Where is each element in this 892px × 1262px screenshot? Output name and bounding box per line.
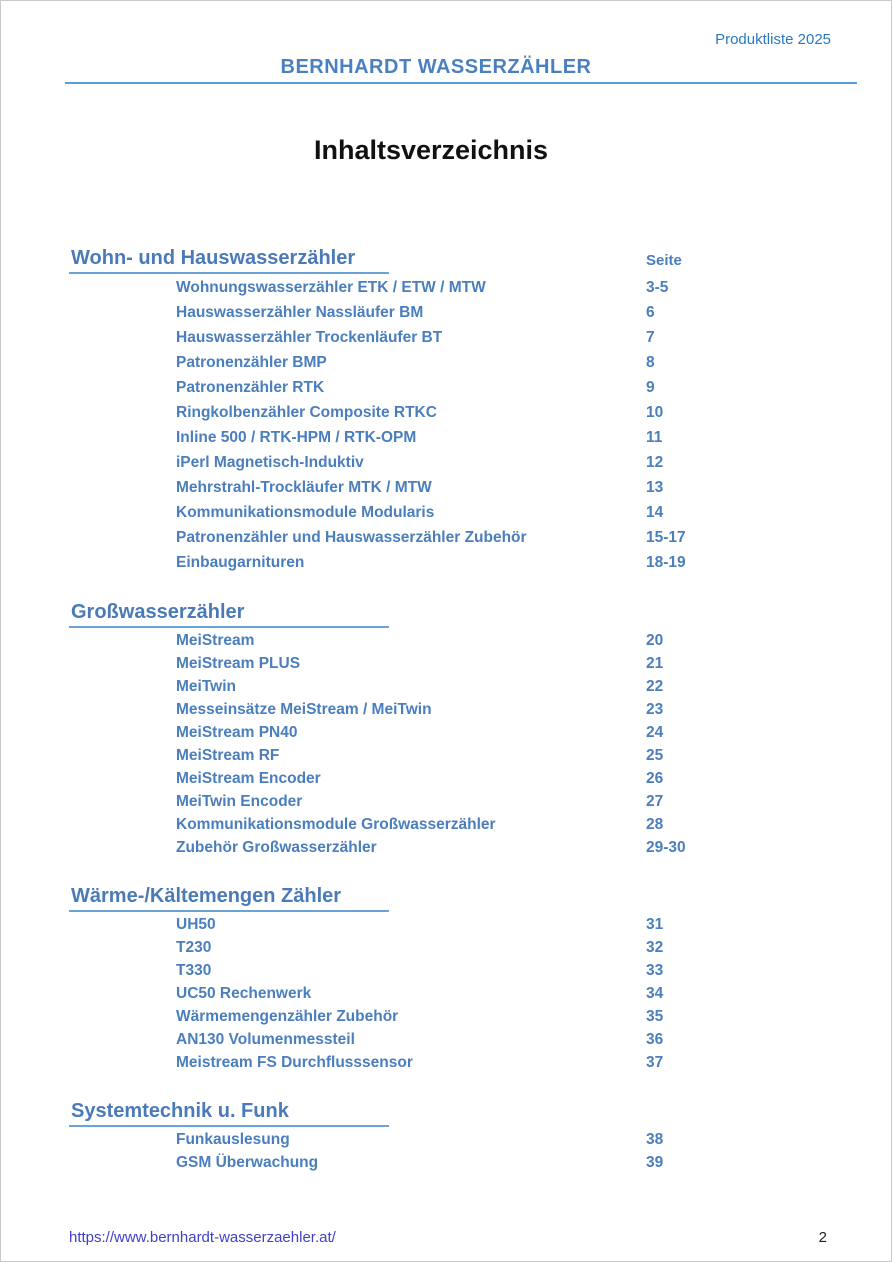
toc-item-label: Wohnungswasserzähler ETK / ETW / MTW: [176, 279, 486, 296]
toc-item-page: 32: [646, 939, 664, 956]
toc-item: [69, 300, 851, 325]
toc-section-title: Großwasserzähler: [69, 601, 389, 628]
toc-section-title: Systemtechnik u. Funk: [69, 1100, 389, 1127]
toc-item: [69, 652, 851, 675]
toc-item-page: 14: [646, 504, 664, 521]
toc-section-rows: [69, 913, 851, 1074]
toc-item-label: Messeinsätze MeiStream / MeiTwin: [176, 701, 432, 718]
toc-item: [69, 475, 851, 500]
toc-item-label: MeiStream Encoder: [176, 770, 321, 787]
toc-item: [69, 836, 851, 859]
toc-item-label: Funkauslesung: [176, 1131, 290, 1148]
toc-item: [69, 1151, 851, 1174]
toc-item-label: UH50: [176, 916, 216, 933]
toc-item-page: 9: [646, 379, 655, 396]
toc-item-page: 35: [646, 1008, 664, 1025]
document-masthead-title: BERNHARDT WASSERZÄHLER: [280, 56, 592, 78]
toc-section-title: Wohn- und Hauswasserzähler: [69, 247, 389, 274]
toc-section-rows: [69, 629, 851, 859]
toc-item-label: iPerl Magnetisch-Induktiv: [176, 454, 364, 471]
toc-item: [69, 1051, 851, 1074]
toc-item: [69, 629, 851, 652]
toc-item-label: Zubehör Großwasserzähler: [176, 839, 377, 856]
toc-item: [69, 1128, 851, 1151]
toc-item: [69, 525, 851, 550]
toc-item-label: Patronenzähler BMP: [176, 354, 327, 371]
toc-item-page: 6: [646, 304, 655, 321]
toc-item-label: AN130 Volumenmessteil: [176, 1031, 355, 1048]
toc-item: [69, 1005, 851, 1028]
toc-section-title: Wärme-/Kältemengen Zähler: [69, 885, 389, 912]
toc-item: [69, 400, 851, 425]
toc-item-page: 18-19: [646, 554, 686, 571]
toc-item: [69, 813, 851, 836]
toc-item-label: MeiStream PLUS: [176, 655, 301, 672]
toc-item-label: T330: [176, 962, 212, 979]
toc-item-page: 38: [646, 1131, 664, 1148]
toc-item-page: 15-17: [646, 529, 686, 546]
toc-section-rows: [69, 1128, 851, 1174]
toc-item-page: 39: [646, 1154, 664, 1171]
toc-item: [69, 913, 851, 936]
toc-item: [69, 675, 851, 698]
toc-item: [69, 982, 851, 1005]
footer-url-link[interactable]: https://www.bernhardt-wasserzaehler.at/: [69, 1229, 336, 1246]
toc-item-label: MeiTwin: [176, 678, 236, 695]
toc-item-label: GSM Überwachung: [176, 1154, 319, 1171]
toc-item: [69, 1028, 851, 1051]
toc-item-page: 7: [646, 329, 655, 346]
toc-item-page: 3-5: [646, 279, 669, 296]
toc-item-page: 12: [646, 454, 664, 471]
toc-item: [69, 500, 851, 525]
header-rule: [65, 82, 857, 84]
toc-item-page: 33: [646, 962, 664, 979]
toc-item-label: T230: [176, 939, 212, 956]
toc-item-label: MeiStream: [176, 632, 255, 649]
toc-item-page: 21: [646, 655, 664, 672]
toc-item-label: Hauswasserzähler Nassläufer BM: [176, 304, 424, 321]
toc-item-label: Inline 500 / RTK-HPM / RTK-OPM: [176, 429, 417, 446]
toc-item-label: Kommunikationsmodule Modularis: [176, 504, 435, 521]
toc-section: [69, 885, 851, 1074]
toc-item-label: Hauswasserzähler Trockenläufer BT: [176, 329, 443, 346]
toc-item-page: 31: [646, 916, 664, 933]
toc-item: [69, 375, 851, 400]
toc-item-page: 11: [646, 429, 663, 446]
toc-item-label: Kommunikationsmodule Großwasserzähler: [176, 816, 496, 833]
toc-item-page: 13: [646, 479, 664, 496]
toc-item: [69, 790, 851, 813]
toc-section-head: [69, 601, 851, 629]
toc-item-label: UC50 Rechenwerk: [176, 985, 312, 1002]
toc-item-page: 20: [646, 632, 664, 649]
toc-item: [69, 959, 851, 982]
toc-section-head: [69, 247, 851, 275]
toc-item-label: Mehrstrahl-Trockläufer MTK / MTW: [176, 479, 432, 496]
toc-item-label: Meistream FS Durchflusssensor: [176, 1054, 413, 1071]
toc-section-head: [69, 885, 851, 913]
toc-item-label: Patronenzähler RTK: [176, 379, 325, 396]
toc-section: [69, 1100, 851, 1174]
toc-item-label: MeiStream RF: [176, 747, 280, 764]
toc-item-page: 23: [646, 701, 664, 718]
toc-item-label: Patronenzähler und Hauswasserzähler Zubehör: [176, 529, 527, 546]
toc-item: [69, 550, 851, 575]
toc-section: [69, 601, 851, 859]
toc-item-label: Ringkolbenzähler Composite RTKC: [176, 404, 437, 421]
footer-page-number: 2: [818, 1229, 827, 1246]
toc-item: [69, 744, 851, 767]
toc-item: [69, 721, 851, 744]
toc-item-page: 22: [646, 678, 664, 695]
toc-item: [69, 698, 851, 721]
toc-item-label: Wärmemengenzähler Zubehör: [176, 1008, 399, 1025]
toc-item-page: 34: [646, 985, 664, 1002]
toc-item-page: 10: [646, 404, 664, 421]
toc-section: [69, 247, 851, 575]
toc-item: [69, 767, 851, 790]
toc-item-page: 8: [646, 354, 655, 371]
toc-item-page: 24: [646, 724, 664, 741]
header-corner-label: Produktliste 2025: [715, 31, 831, 48]
toc-section-head: [69, 1100, 851, 1128]
toc-item: [69, 425, 851, 450]
toc-item-page: 36: [646, 1031, 664, 1048]
toc-item-page: 29-30: [646, 839, 686, 856]
page-title: Inhaltsverzeichnis: [313, 135, 549, 165]
toc-item: [69, 325, 851, 350]
toc-item-page: 37: [646, 1054, 664, 1071]
toc-item-page: 26: [646, 770, 664, 787]
toc-section-rows: [69, 275, 851, 575]
toc-item: [69, 936, 851, 959]
toc-item: [69, 350, 851, 375]
toc-item-label: MeiTwin Encoder: [176, 793, 303, 810]
toc-item-label: Einbaugarnituren: [176, 554, 305, 571]
toc-sections: [69, 247, 851, 1174]
toc-item-page: 27: [646, 793, 664, 810]
toc-item-label: MeiStream PN40: [176, 724, 298, 741]
toc-item-page: 25: [646, 747, 664, 764]
page-column-header: Seite: [646, 252, 682, 269]
toc-item-page: 28: [646, 816, 664, 833]
toc-item: [69, 450, 851, 475]
toc-item: [69, 275, 851, 300]
